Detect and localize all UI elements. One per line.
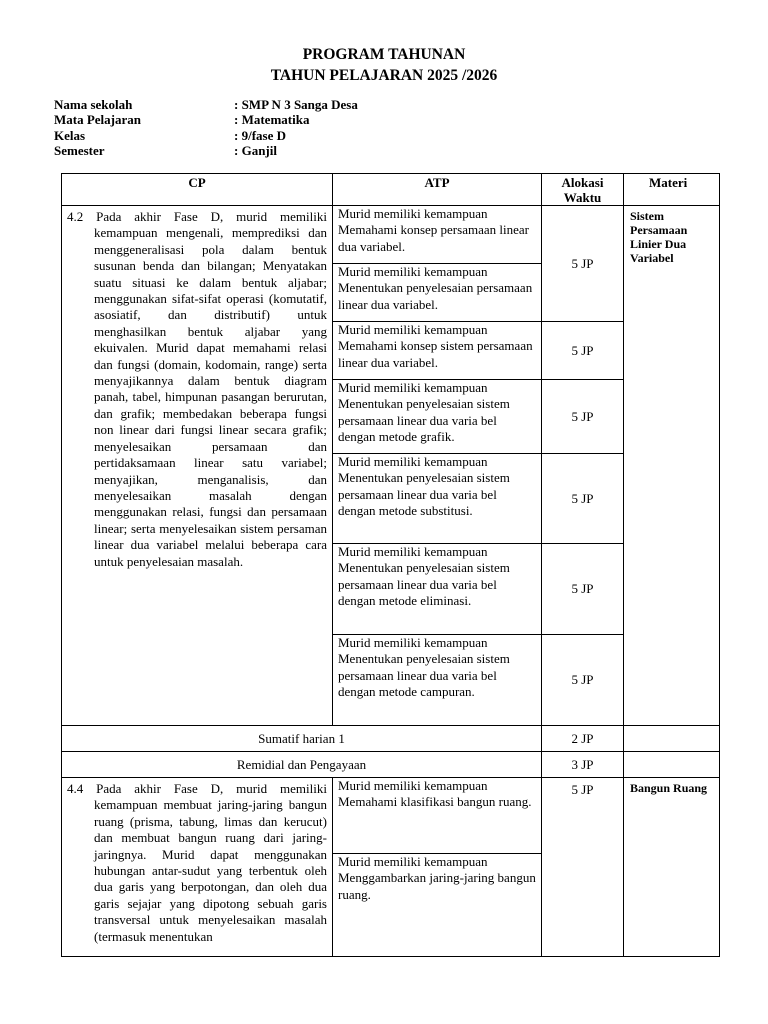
atp-cell: Murid memiliki kemampuan Memahami konsep persamaan linear dua variabel. bbox=[333, 206, 542, 264]
materi-cell: Bangun Ruang bbox=[624, 778, 720, 957]
atp-cell: Murid memiliki kemampuan Menggambarkan jaring-jaring bangun ruang. bbox=[333, 854, 542, 957]
remidial-label: Remidial dan Pengayaan bbox=[62, 752, 542, 778]
info-row-semester bbox=[54, 143, 358, 158]
jp-cell: 5 JP bbox=[542, 380, 624, 454]
table-row bbox=[62, 778, 720, 854]
info-value: : Matematika bbox=[234, 112, 310, 128]
jp-cell: 2 JP bbox=[542, 726, 624, 752]
atp-cell: Murid memiliki kemampuan Menentukan penyelesaian sistem persamaan linear dua varia bel dengan metode eliminasi. bbox=[333, 544, 542, 635]
jp-cell: 5 JP bbox=[542, 635, 624, 726]
atp-cell: Murid memiliki kemampuan Memahami klasifikasi bangun ruang. bbox=[333, 778, 542, 854]
info-row-subject bbox=[54, 112, 358, 127]
page-title: PROGRAM TAHUNAN bbox=[302, 46, 466, 63]
cp-text: 4.2 Pada akhir Fase D, murid memiliki kemampuan mengenali, memprediksi dan menggeneralisasi pola dalam bentuk susunan benda dan bilangan; Menyatakan suatu situasi ke dalam bentuk aljabar; menggunakan sifat-sifat operasi (komutatif, asosiatif, dan distributif) untuk menghasilkan bentuk aljabar yang ekuivalen. Murid dapat memahami relasi dan fungsi (domain, kodomain, range) serta menyajikannya dalam bentuk diagram panah, tabel, himpunan pasangan berurutan, dan grafik; membedakan beberapa fungsi non linear dari fungsi linear secara grafik; menyelesaikan persamaan dan pertidaksamaan linear satu variabel; menyajikan, menganalisis, dan menyelesaikan masalah dengan menggunakan relasi, fungsi dan persamaan linear; serta menyelesaikan sistem persaman linear dua variabel melalui beberapa cara untuk penyelesaian masalah. bbox=[62, 206, 333, 726]
info-value: : Ganjil bbox=[234, 142, 277, 158]
empty-materi-cell bbox=[624, 752, 720, 778]
header-cp: CP bbox=[62, 174, 333, 206]
info-row-class bbox=[54, 128, 358, 143]
jp-cell: 3 JP bbox=[542, 752, 624, 778]
page-subtitle: TAHUN PELAJARAN 2025 /2026 bbox=[270, 67, 498, 84]
atp-cell: Murid memiliki kemampuan Menentukan penyelesaian sistem persamaan linear dua varia bel dengan metode campuran. bbox=[333, 635, 542, 726]
program-table bbox=[61, 173, 720, 957]
info-value: : 9/fase D bbox=[234, 127, 286, 143]
sumatif-label: Sumatif harian 1 bbox=[62, 726, 542, 752]
atp-cell: Murid memiliki kemampuan Menentukan penyelesaian persamaan linear dua variabel. bbox=[333, 264, 542, 322]
info-label: Kelas bbox=[54, 127, 86, 143]
info-label: Mata Pelajaran bbox=[54, 112, 142, 128]
empty-materi-cell bbox=[624, 726, 720, 752]
atp-cell: Murid memiliki kemampuan Memahami konsep sistem persamaan linear dua variabel. bbox=[333, 322, 542, 380]
header-atp: ATP bbox=[333, 174, 542, 206]
cp-text: 4.4 Pada akhir Fase D, murid memiliki kemampuan membuat jaring-jaring bangun ruang (prisma, tabung, limas dan kerucut) dan membuat bangun ruang dari jaring-jaringnya. Murid dapat menggunakan hubungan antar-sudut yang terbentuk oleh dua garis yang berpotongan, dan oleh dua garis sejajar yang dipotong sebuah garis transversal untuk menyelesaikan masalah (termasuk menentukan bbox=[62, 778, 333, 957]
atp-cell: Murid memiliki kemampuan Menentukan penyelesaian sistem persamaan linear dua varia bel dengan metode substitusi. bbox=[333, 454, 542, 544]
remidial-row bbox=[62, 752, 720, 778]
header-materi: Materi bbox=[624, 174, 720, 206]
atp-cell: Murid memiliki kemampuan Menentukan penyelesaian sistem persamaan linear dua varia bel dengan metode grafik. bbox=[333, 380, 542, 454]
jp-cell: 5 JP bbox=[542, 206, 624, 322]
info-label: Semester bbox=[54, 142, 105, 158]
jp-cell: 5 JP bbox=[542, 322, 624, 380]
identity-block bbox=[54, 97, 358, 158]
jp-cell: 5 JP bbox=[542, 778, 624, 957]
header-alokasi: Alokasi Waktu bbox=[542, 174, 624, 206]
info-row-school bbox=[54, 97, 358, 112]
materi-cell: Sistem Persamaan Linier Dua Variabel bbox=[624, 206, 720, 726]
table-row bbox=[62, 206, 720, 264]
sumatif-row bbox=[62, 726, 720, 752]
info-value: : SMP N 3 Sanga Desa bbox=[234, 97, 358, 112]
jp-cell: 5 JP bbox=[542, 544, 624, 635]
info-label: Nama sekolah bbox=[54, 97, 133, 112]
table-header-row bbox=[62, 174, 720, 206]
jp-cell: 5 JP bbox=[542, 454, 624, 544]
